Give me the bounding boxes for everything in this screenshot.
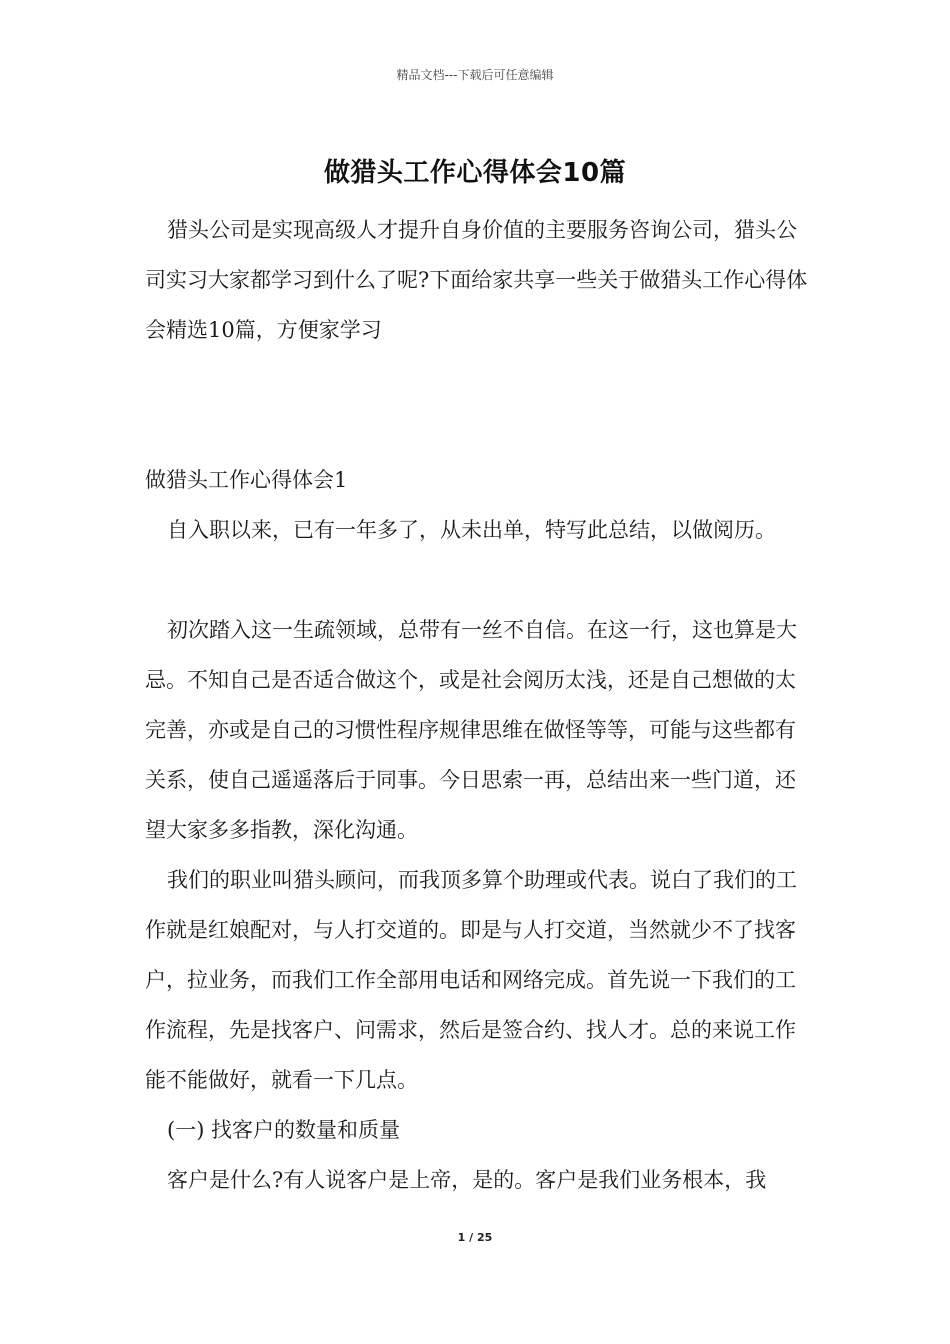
spacer [145, 555, 815, 605]
body-paragraph: 我们的职业叫猎头顾问，而我顶多算个助理或代表。说白了我们的工作就是红娘配对，与人打交道的。即是与人打交道，当然就少不了找客户，拉业务，而我们工作全部用电话和网络完成。首先说一下我们的工作流程，先是找客户、问需求，然后是签合约、找人才。总的来说工作能不能做好，就看一下几点。 [145, 868, 797, 1092]
document-title: 做猎头工作心得体会10篇 [323, 158, 627, 188]
body-paragraph: 客户是什么?有人说客户是上帝，是的。客户是我们业务根本，我 [167, 1168, 767, 1192]
spacer [145, 355, 815, 455]
body-paragraph: 自入职以来，已有一年多了，从未出单，特写此总结，以做阅历。 [167, 518, 776, 542]
subsection-heading: (一) 找客户的数量和质量 [167, 1118, 401, 1142]
page-header: 精品文档---下载后可任意编辑 [396, 68, 554, 82]
page-number: 1 / 25 [457, 1231, 493, 1244]
document-body [145, 205, 815, 1205]
body-paragraph: 初次踏入这一生疏领域，总带有一丝不自信。在这一行，这也算是大忌。不知自己是否适合做这个，或是社会阅历太浅，还是自己想做的太完善，亦或是自己的习惯性程序规律思维在做怪等等，可能与这些都有关系，使自己遥遥落后于同事。今日思索一再，总结出来一些门道，还望大家多多指教，深化沟通。 [145, 618, 797, 842]
section-heading: 做猎头工作心得体会1 [145, 468, 348, 492]
intro-paragraph: 猎头公司是实现高级人才提升自身价值的主要服务咨询公司，猎头公司实习大家都学习到什么了呢?下面给家共享一些关于做猎头工作心得体会精选10篇，方便家学习 [145, 218, 808, 342]
